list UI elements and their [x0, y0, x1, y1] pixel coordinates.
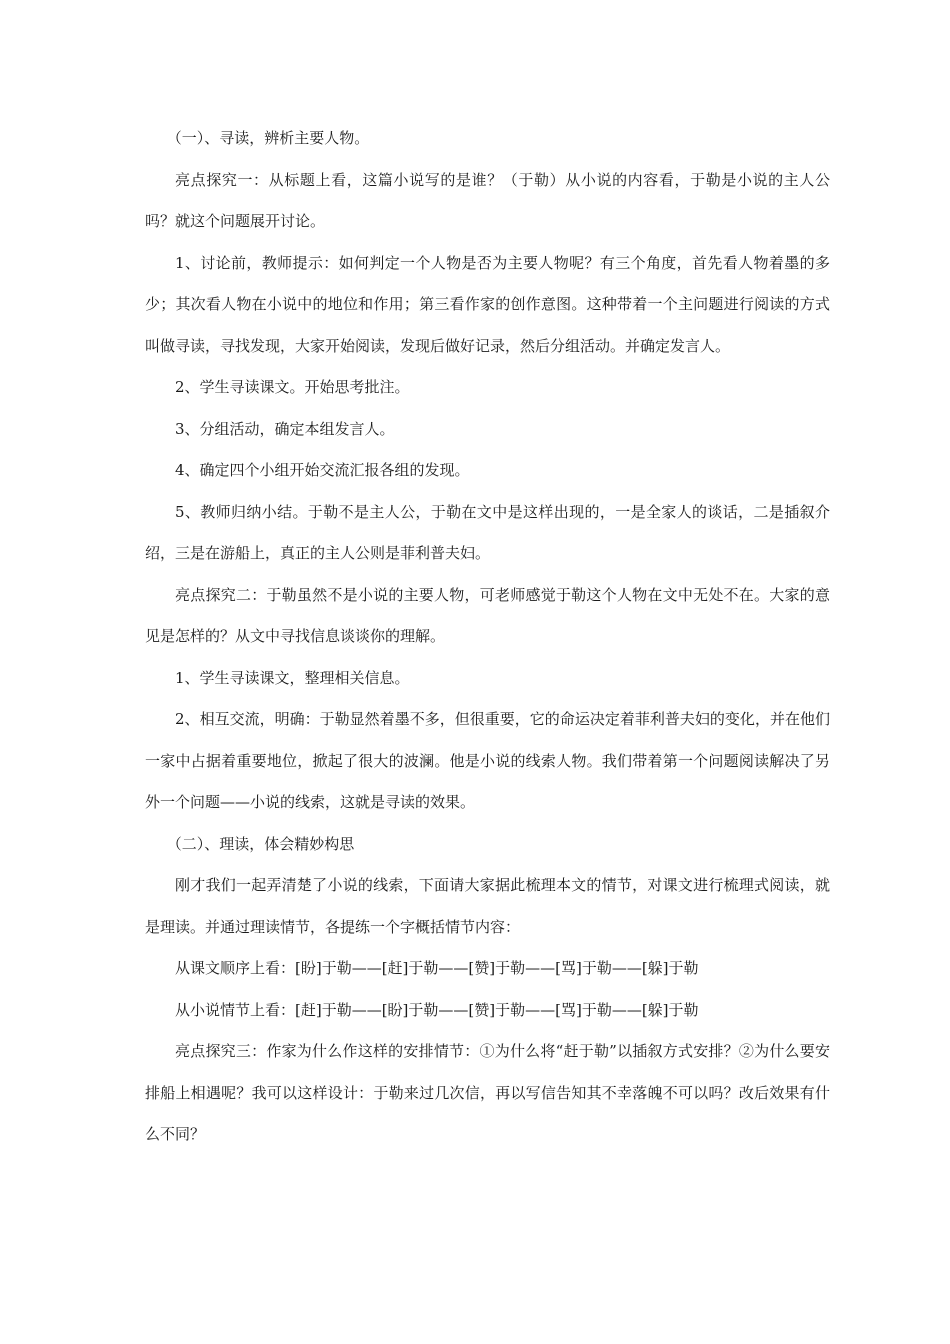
paragraph-step-1b: 1、学生寻读课文，整理相关信息。: [175, 668, 410, 687]
paragraph-highlight-2: 亮点探究二：于勒虽然不是小说的主要人物，可老师感觉于勒这个人物在文中无处不在。大家的意见是怎样的？从文中寻找信息谈谈你的理解。: [145, 585, 830, 645]
paragraph-step-2: 2、学生寻读课文。开始思考批注。: [175, 378, 410, 396]
paragraph-step-2b: 2、相互交流，明确：于勒显然着墨不多，但很重要，它的命运决定着菲利普夫妇的变化，并在他们一家中占据着重要地位，掀起了很大的波澜。他是小说的线索人物。我们带着第一个问题阅读解决了另外一个问题——小说的线索，这就是寻读的效果。: [145, 710, 830, 811]
paragraph-order-text: 从课文顺序上看：[盼]于勒——[赶]于勒——[赞]于勒——[骂]于勒——[躲]于勒: [175, 959, 699, 977]
section-heading-2: （二）、理读，体会精妙构思: [166, 834, 355, 853]
paragraph-plot-intro: 刚才我们一起弄清楚了小说的线索，下面请大家据此梳理本文的情节，对课文进行梳理式阅读，就是理读。并通过理读情节，各提练一个字概括情节内容：: [145, 876, 830, 936]
paragraph-highlight-3: 亮点探究三：作家为什么作这样的安排情节：①为什么将“赶于勒”以插叙方式安排？②为什么要安排船上相遇呢？我可以这样设计：于勒来过几次信，再以写信告知其不幸落魄不可以吗？改后效果有什么不同？: [145, 1042, 830, 1143]
paragraph-step-4: 4、确定四个小组开始交流汇报各组的发现。: [175, 461, 470, 479]
paragraph-step-3: 3、分组活动，确定本组发言人。: [175, 419, 395, 438]
paragraph-order-plot: 从小说情节上看：[赶]于勒——[盼]于勒——[赞]于勒——[骂]于勒——[躲]于勒: [175, 1000, 699, 1019]
paragraph-highlight-1: 亮点探究一：从标题上看，这篇小说写的是谁？（于勒）从小说的内容看，于勒是小说的主人公吗？就这个问题展开讨论。: [145, 170, 830, 230]
section-heading-1: （一）、寻读，辨析主要人物。: [166, 129, 370, 147]
paragraph-step-1: 1、讨论前，教师提示：如何判定一个人物是否为主要人物呢？有三个角度，首先看人物着墨的多少；其次看人物在小说中的地位和作用；第三看作家的创作意图。这种带着一个主问题进行阅读的方式叫做寻读，寻找发现，大家开始阅读，发现后做好记录，然后分组活动。并确定发言人。: [145, 253, 830, 355]
paragraph-step-5: 5、教师归纳小结。于勒不是主人公，于勒在文中是这样出现的，一是全家人的谈话，二是插叙介绍，三是在游船上，真正的主人公则是菲利普夫妇。: [145, 502, 830, 562]
